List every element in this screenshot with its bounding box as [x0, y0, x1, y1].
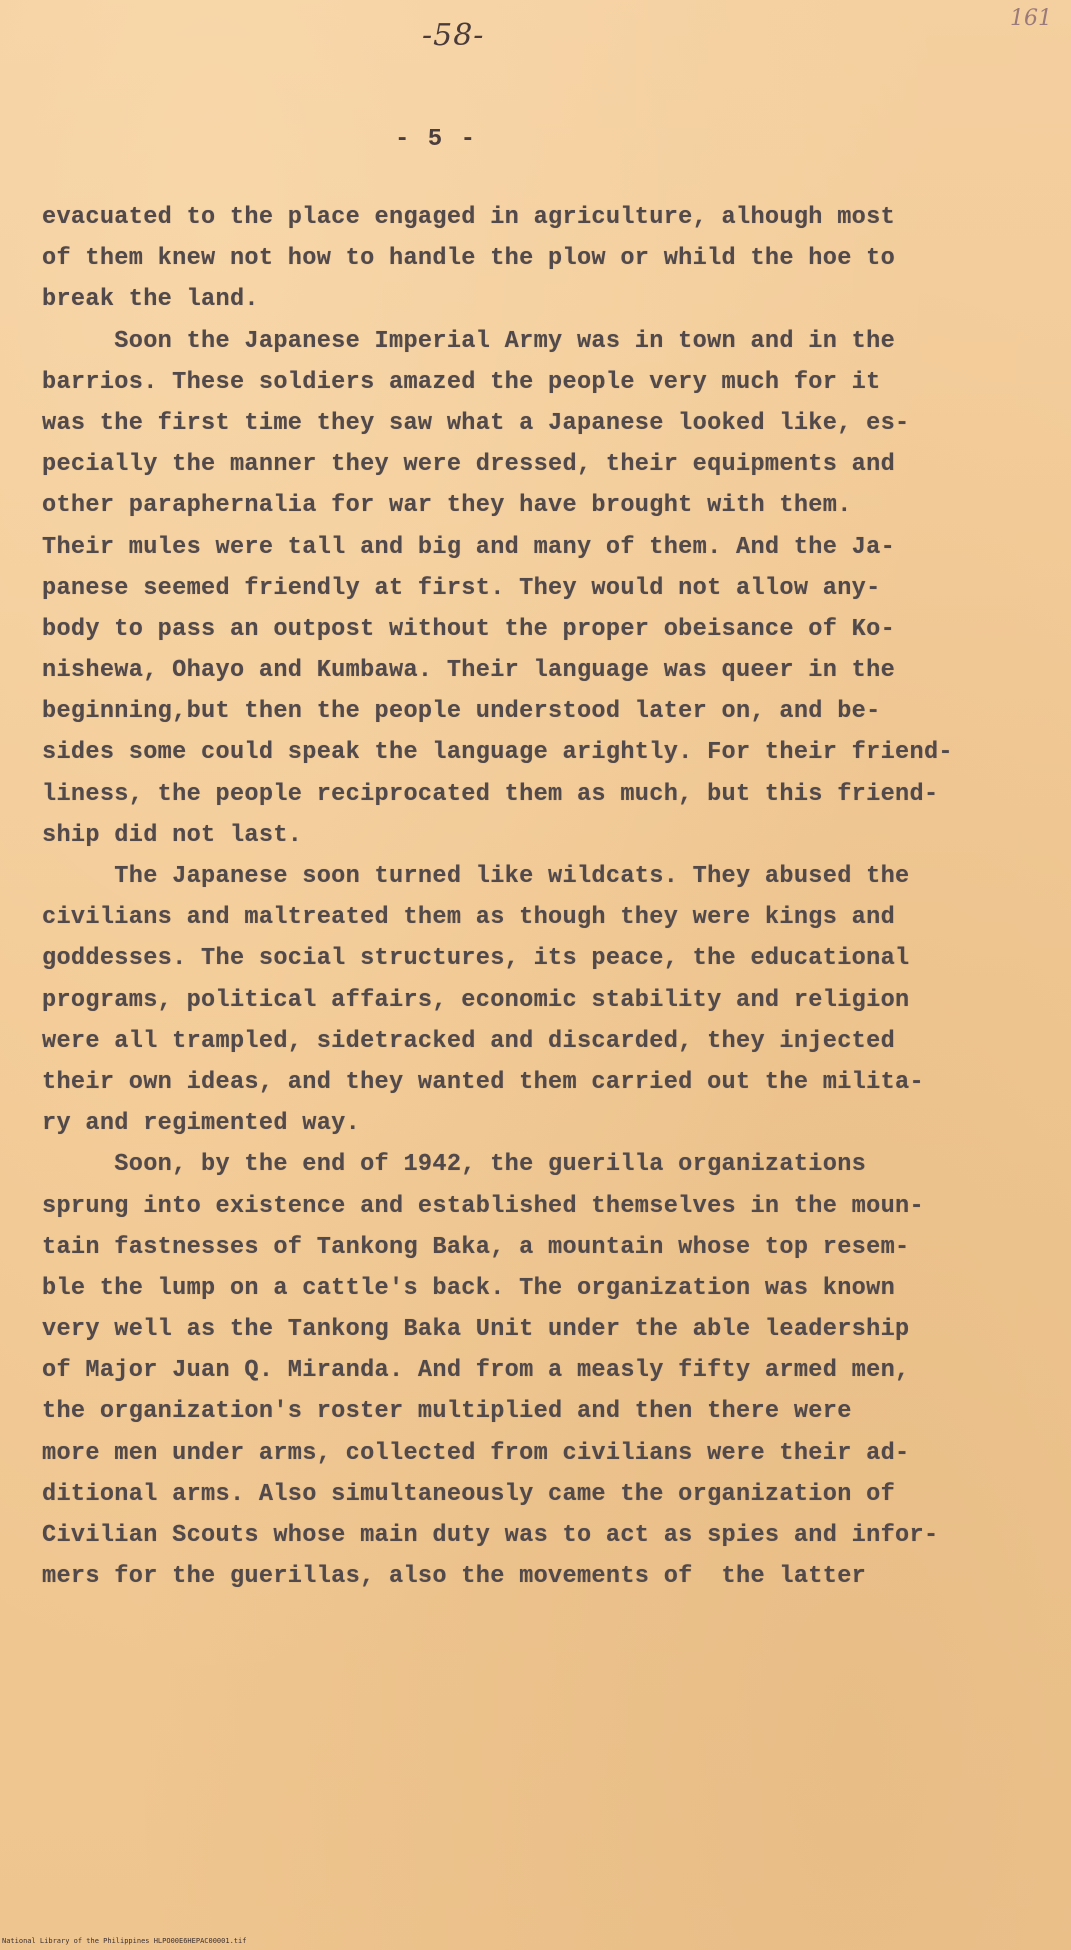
text-line: sprung into existence and established themselves in the moun-: [42, 1192, 924, 1220]
text-line: were all trampled, sidetracked and discarded, they injected: [42, 1027, 896, 1055]
text-line: more men under arms, collected from civilians were their ad-: [42, 1439, 910, 1467]
text-line: Their mules were tall and big and many of them. And the Ja-: [42, 533, 896, 561]
text-line: goddesses. The social structures, its peace, the educational: [42, 945, 910, 973]
text-line: break the land.: [42, 286, 259, 314]
text-line: Soon the Japanese Imperial Army was in town and in the: [42, 327, 896, 355]
text-line: of Major Juan Q. Miranda. And from a measly fifty armed men,: [42, 1357, 910, 1385]
text-line: evacuated to the place engaged in agriculture, alhough most: [42, 204, 896, 231]
scan-credit-footer: National Library of the Philippines HLPO00E6HEPAC00001.tif: [2, 1937, 247, 1945]
text-line: panese seemed friendly at first. They would not allow any-: [42, 574, 881, 602]
text-line: nishewa, Ohayo and Kumbawa. Their language was queer in the: [42, 657, 896, 685]
text-line: Soon, by the end of 1942, the guerilla organizations: [42, 1151, 867, 1179]
text-line: ditional arms. Also simultaneously came the organization of: [42, 1480, 896, 1508]
text-line: Civilian Scouts whose main duty was to act as spies and infor-: [42, 1522, 939, 1549]
text-line: mers for the guerillas, also the movements of the latter: [42, 1563, 867, 1591]
text-line: ship did not last.: [42, 821, 303, 849]
text-line: their own ideas, and they wanted them carried out the milita-: [42, 1068, 924, 1096]
text-line: the organization's roster multiplied and then there were: [42, 1398, 852, 1426]
typed-page-number: - 5 -: [395, 126, 478, 153]
text-line: barrios. These soldiers amazed the people very much for it: [42, 368, 881, 396]
archive-stamp-number: 161: [1010, 6, 1052, 31]
text-line: programs, political affairs, economic stability and religion: [42, 986, 910, 1014]
text-line: ry and regimented way.: [42, 1110, 361, 1138]
text-line: of them knew not how to handle the plow or whild the hoe to: [42, 245, 896, 273]
text-line: liness, the people reciprocated them as much, but this friend-: [42, 780, 939, 808]
text-line: The Japanese soon turned like wildcats. They abused the: [42, 863, 910, 890]
text-line: very well as the Tankong Baka Unit under the able leadership: [42, 1316, 910, 1344]
typed-body-text: [42, 197, 1042, 1597]
text-line: pecially the manner they were dressed, their equipments and: [42, 451, 896, 479]
text-line: body to pass an outpost without the proper obeisance of Ko-: [42, 615, 896, 643]
text-line: tain fastnesses of Tankong Baka, a mountain whose top resem-: [42, 1233, 910, 1261]
text-line: other paraphernalia for war they have brought with them.: [42, 492, 852, 520]
text-line: beginning,but then the people understood later on, and be-: [42, 698, 881, 726]
handwritten-page-number: -58-: [422, 18, 485, 53]
text-line: was the first time they saw what a Japanese looked like, es-: [42, 409, 910, 437]
text-line: ble the lump on a cattle's back. The organization was known: [42, 1274, 896, 1302]
text-line: sides some could speak the language arightly. For their friend-: [42, 739, 953, 767]
text-line: civilians and maltreated them as though they were kings and: [42, 904, 896, 932]
